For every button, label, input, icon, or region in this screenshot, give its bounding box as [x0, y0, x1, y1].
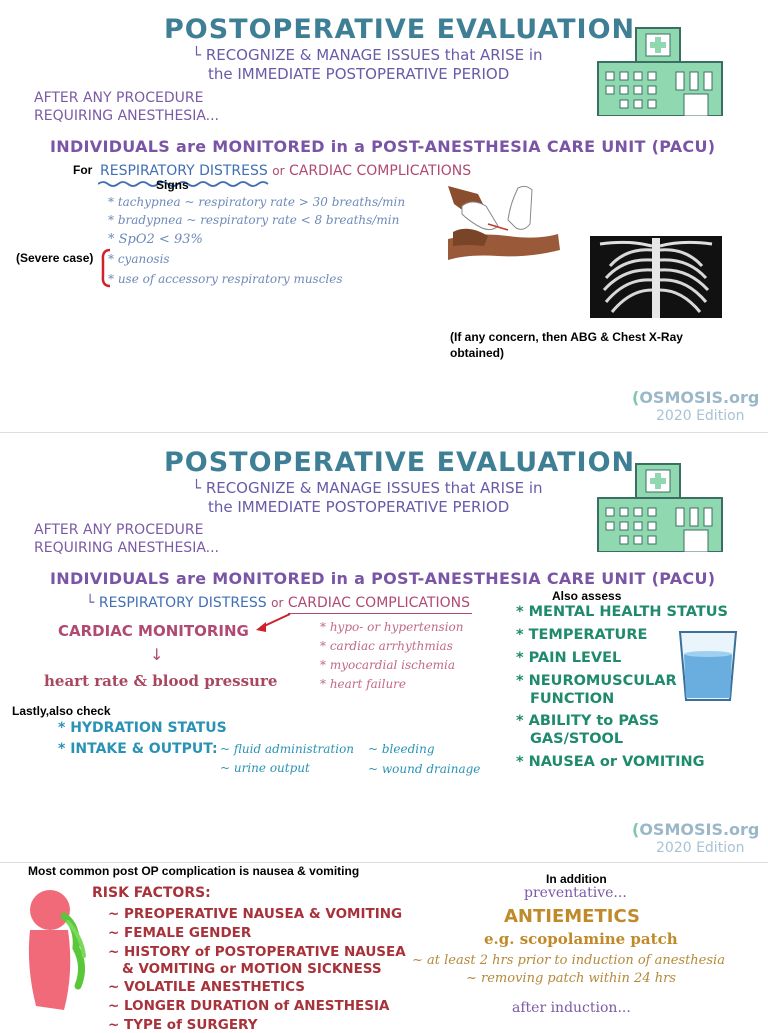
hospital-icon	[594, 460, 726, 552]
risk-item: ~ LONGER DURATION of ANESTHESIA	[108, 998, 390, 1014]
slide1-after-2: REQUIRING ANESTHESIA...	[34, 108, 220, 124]
cardiac-item: * cardiac arrhythmias	[320, 639, 453, 653]
timing-1: ~ at least 2 hrs prior to induction of anesthesia	[412, 953, 725, 968]
risk-item: ~ PREOPERATIVE NAUSEA & VOMITING	[108, 906, 403, 922]
slide2-pacu: INDIVIDUALS are MONITORED in a POST-ANESTHESIA CARE UNIT (PACU)	[50, 569, 716, 588]
slide1-after-1: AFTER ANY PROCEDURE	[34, 90, 204, 106]
risk-item: ~ VOLATILE ANESTHETICS	[108, 979, 305, 995]
slide1-subtitle-2: the IMMEDIATE POSTOPERATIVE PERIOD	[208, 65, 510, 83]
sign-item: * SpO2 < 93%	[108, 232, 203, 247]
slide2-subtitle-1: └ RECOGNIZE & MANAGE ISSUES that ARISE in	[192, 479, 543, 497]
wound-drainage: ~ wound drainage	[368, 762, 481, 776]
lastly-note: Lastly,also check	[12, 704, 111, 718]
osmosis-logo: (OSMOSIS.org	[632, 820, 760, 839]
concern-note-1: (If any concern, then ABG & Chest X-Ray	[450, 330, 683, 344]
assess-item: * PAIN LEVEL	[516, 650, 622, 666]
also-assess-note: Also assess	[552, 589, 622, 603]
bleeding: ~ bleeding	[368, 742, 435, 756]
signs-note: Signs	[156, 178, 189, 192]
in-addition-note: In addition	[546, 872, 607, 886]
risk-item: ~ FEMALE GENDER	[108, 925, 252, 941]
vomiting-figure-illustration	[20, 886, 90, 1024]
water-glass-icon	[676, 628, 740, 704]
concern-note-2: obtained)	[450, 346, 504, 360]
risk-item: & VOMITING or MOTION SICKNESS	[122, 961, 382, 977]
risk-item: ~ TYPE of SURGERY	[108, 1017, 258, 1033]
common-note: Most common post OP complication is nausea & vomiting	[28, 864, 360, 878]
slide1-subtitle-1: └ RECOGNIZE & MANAGE ISSUES that ARISE in	[192, 46, 543, 64]
antiemetics: ANTIEMETICS	[504, 906, 640, 927]
eg-scopolamine: e.g. scopolamine patch	[484, 930, 678, 948]
cardiac-item: * hypo- or hypertension	[320, 620, 464, 634]
cardiac-item: * heart failure	[320, 677, 407, 691]
slide2-subtitle-2: the IMMEDIATE POSTOPERATIVE PERIOD	[208, 498, 510, 516]
sign-item: * tachypnea ~ respiratory rate > 30 breaths/min	[108, 195, 406, 209]
slide-divider	[0, 862, 768, 863]
chest-xray-image	[590, 236, 722, 318]
urine-output: ~ urine output	[220, 761, 310, 775]
cardiac-item: * myocardial ischemia	[320, 658, 456, 672]
sign-item: * cyanosis	[108, 252, 170, 266]
severe-note: (Severe case)	[16, 251, 94, 265]
hr-bp: heart rate & blood pressure	[44, 672, 278, 690]
hospital-icon	[594, 24, 726, 116]
sign-item: * bradypnea ~ respiratory rate < 8 breaths/min	[108, 213, 400, 227]
assess-item: * MENTAL HEALTH STATUS	[516, 604, 728, 620]
risk-item: ~ HISTORY of POSTOPERATIVE NAUSEA	[108, 944, 406, 960]
timing-2: ~ removing patch within 24 hrs	[466, 971, 676, 986]
slide1-complications: RESPIRATORY DISTRESS or CARDIAC COMPLICATIONS	[100, 163, 472, 179]
preventative: preventative...	[524, 885, 627, 901]
osmosis-edition: 2020 Edition	[656, 840, 745, 856]
slide2-after-2: REQUIRING ANESTHESIA...	[34, 540, 220, 556]
sign-item: * use of accessory respiratory muscles	[108, 272, 343, 286]
pulse-check-illustration	[448, 184, 563, 270]
red-bracket	[100, 248, 112, 288]
osmosis-logo: (OSMOSIS.org	[632, 388, 760, 407]
after-induction: after induction...	[512, 1000, 631, 1016]
assess-item: FUNCTION	[530, 691, 615, 707]
slide2-title: POSTOPERATIVE EVALUATION	[164, 447, 636, 478]
osmosis-edition: 2020 Edition	[656, 408, 745, 424]
assess-item: * TEMPERATURE	[516, 627, 648, 643]
cardiac-underline	[288, 613, 472, 614]
intake-output: * INTAKE & OUTPUT:	[58, 741, 218, 757]
hydration-status: * HYDRATION STATUS	[58, 720, 227, 736]
assess-item: * NEUROMUSCULAR	[516, 673, 677, 689]
slide2-complications: └ RESPIRATORY DISTRESS or CARDIAC COMPLICATIONS	[86, 595, 470, 611]
red-arrow	[254, 612, 294, 634]
slide1-pacu: INDIVIDUALS are MONITORED in a POST-ANESTHESIA CARE UNIT (PACU)	[50, 137, 716, 156]
slide-divider	[0, 432, 768, 433]
for-note: For	[73, 163, 93, 177]
cardiac-monitoring: CARDIAC MONITORING	[58, 622, 249, 640]
risk-title: RISK FACTORS:	[92, 885, 211, 901]
assess-item: GAS/STOOL	[530, 731, 624, 747]
assess-item: * ABILITY to PASS	[516, 713, 660, 729]
assess-item: * NAUSEA or VOMITING	[516, 754, 705, 770]
slide1-title: POSTOPERATIVE EVALUATION	[164, 14, 636, 45]
slide2-after-1: AFTER ANY PROCEDURE	[34, 522, 204, 538]
down-arrow: ↓	[150, 645, 164, 664]
fluid-admin: ~ fluid administration	[220, 742, 355, 756]
